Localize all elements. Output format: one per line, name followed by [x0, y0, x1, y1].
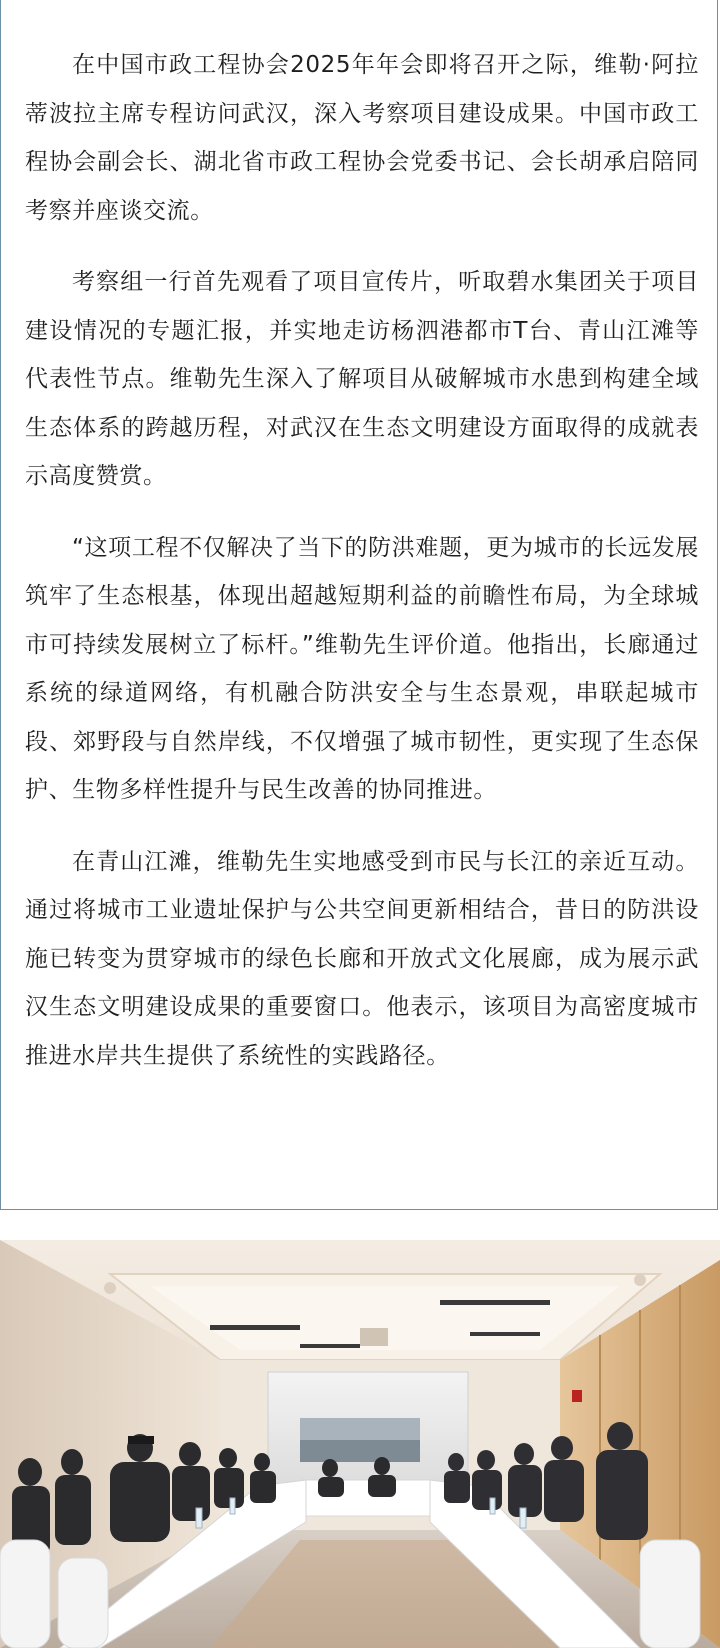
- paragraph-2: 考察组一行首先观看了项目宣传片，听取碧水集团关于项目建设情况的专题汇报，并实地走访杨泗港都市T台、青山江滩等代表性节点。维勒先生深入了解项目从破解城市水患到构建全域生态体系的跨越历程，对武汉在生态文明建设方面取得的成就表示高度赞赏。: [25, 269, 699, 489]
- meeting-room-illustration: [0, 1240, 720, 1648]
- paragraph-4: 在青山江滩，维勒先生实地感受到市民与长江的亲近互动。通过将城市工业遗址保护与公共空间更新相结合，昔日的防洪设施已转变为贯穿城市的绿色长廊和开放式文化展廊，成为展示武汉生态文明建设成果的重要窗口。他表示，该项目为高密度城市推进水岸共生提供了系统性的实践路径。: [25, 848, 699, 1069]
- meeting-room-photo: [0, 1240, 720, 1648]
- paragraph-1: 在中国市政工程协会2025年年会即将召开之际，维勒·阿拉蒂波拉主席专程访问武汉，深入考察项目建设成果。中国市政工程协会副会长、湖北省市政工程协会党委书记、会长胡承启陪同考察并座谈交流。: [25, 52, 699, 224]
- article-body: [25, 41, 699, 1103]
- paragraph-3: “这项工程不仅解决了当下的防洪难题，更为城市的长远发展筑牢了生态根基，体现出超越短期利益的前瞻性布局，为全球城市可持续发展树立了标杆。”维勒先生评价道。他指出，长廊通过系统的绿道网络，有机融合防洪安全与生态景观，串联起城市段、郊野段与自然岸线，不仅增强了城市韧性，更实现了生态保护、生物多样性提升与民生改善的协同推进。: [25, 534, 699, 803]
